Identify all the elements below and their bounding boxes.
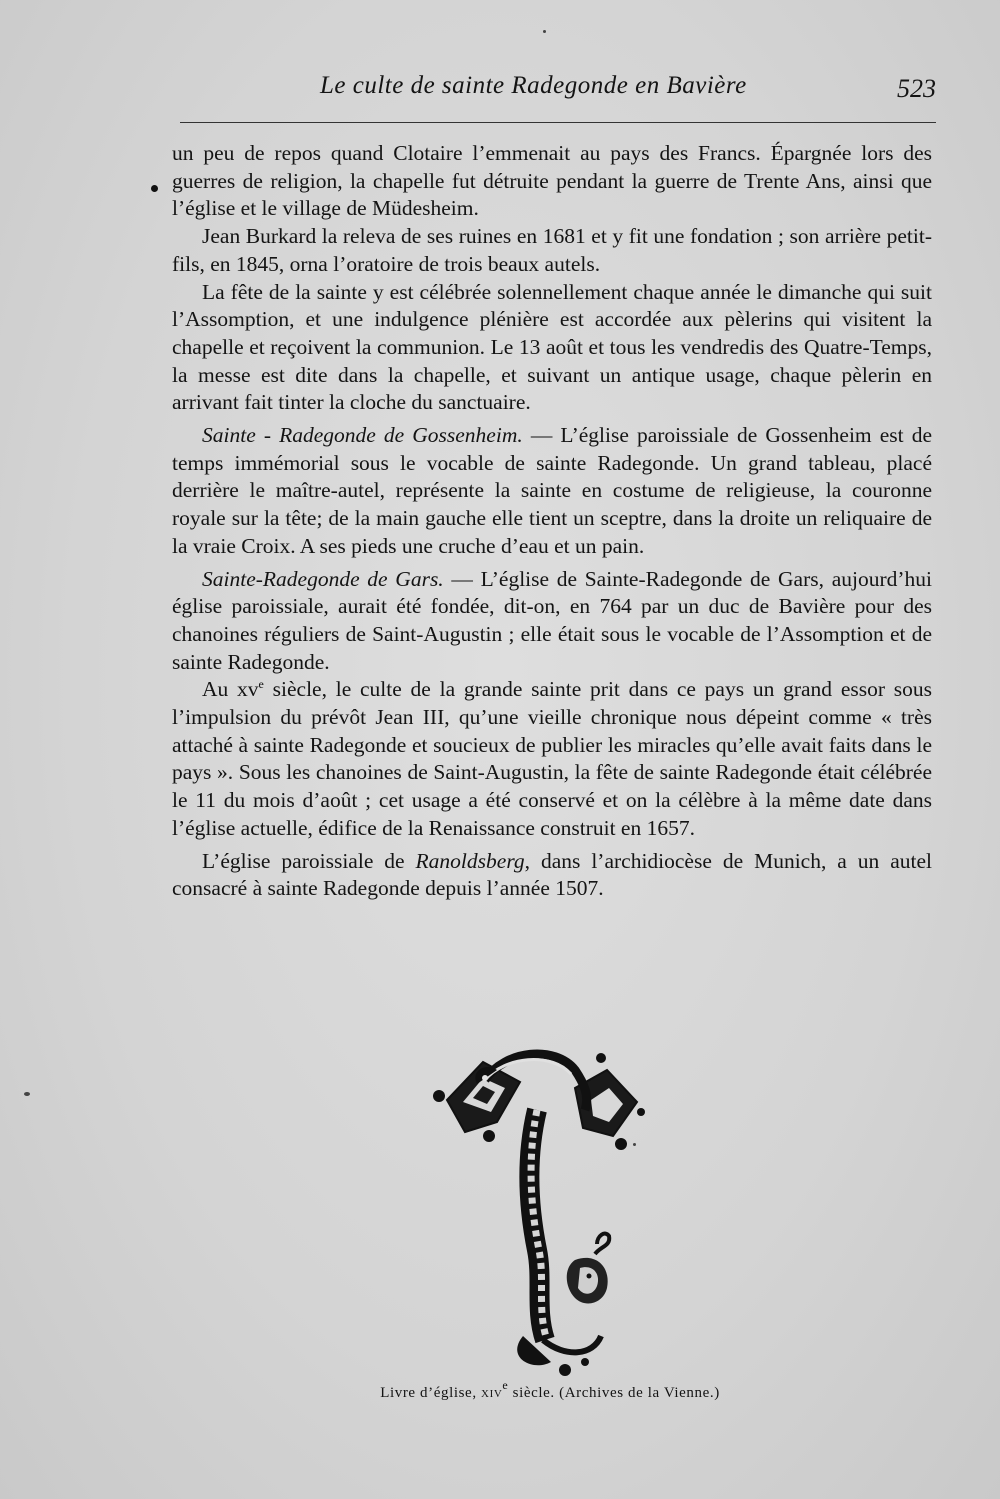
caption-superscript: e: [502, 1378, 509, 1392]
paragraph-text: — L’église paroissiale de Gossenheim est de temps immémorial sous le vocable de sainte Radegonde. Un grand tableau, placé derrière le maître-autel, représente la sainte en costume de religieuse, la couronne royale sur la tête; de la main gauche elle tient un sceptre, dans la droite un reliquaire de la vraie Croix. A ses pieds une cruche d’eau et un pain.: [172, 423, 933, 558]
superscript: e: [258, 677, 264, 692]
paragraph-text: Jean Burkard la releva de ses ruines en 1681 et y fit une fondation ; son arrière petit-fils, en 1845, orna l’oratoire de trois beaux autels.: [172, 224, 932, 276]
paragraph-text: , dans l’archidiocèse de Munich, a un autel consacré à sainte Radegonde depuis l’année 1507.: [172, 848, 932, 901]
caption-text: Livre d’église,: [380, 1385, 482, 1401]
paragraph-gars: [172, 566, 932, 677]
paragraph-text: La fête de la sainte y est célébrée solennellement chaque année le dimanche qui suit l’Assomption, et une indulgence plénière est accordée aux pèlerins qui visitent la chapelle et reçoivent la communion. Le 13 août et tous les vendredis des Quatre-Temps, la messe est dite dans la chapelle, et suivant un antique usage, chaque pèlerin en arrivant fait tinter la cloche du sanctuaire.: [172, 279, 932, 415]
paragraph-text: Au xv: [202, 677, 259, 702]
paragraph-2: [172, 223, 932, 278]
paragraph-3: [172, 279, 932, 418]
paragraph-text: — L’église de Sainte-Radegonde de Gars, aujourd’hui église paroissiale, aurait été fondée, dit-on, en 764 par un duc de Bavière pour des chanoines réguliers de Saint-Augustin ; elle était sous le vocable de l’Assomption et de sainte Radegonde.: [172, 566, 932, 674]
ornamental-letter-t-dragon-icon: [425, 1040, 655, 1380]
place-name: Ranoldsberg: [415, 848, 525, 873]
margin-dot: [151, 185, 158, 192]
paragraph-text: un peu de repos quand Clotaire l’emmenait au pays des Francs. Épargnée lors des guerres de religion, la chapelle fut détruite pendant la guerre de Trente Ans, ainsi que l’église et le village de Müdesheim.: [172, 141, 932, 221]
page-number: 523: [897, 74, 936, 103]
paragraph-1: [172, 140, 932, 223]
paragraph-text: siècle, le culte de la grande sainte prit dans ce pays un grand essor sous l’impulsion du prévôt Jean III, qu’une vieille chronique nous dépeint comme « très attaché à sainte Radegonde et soucieux de publier les miracles qu’elle avait faits dans le pays ». Sous les chanoines de Saint-Augustin, la fête de sainte Radegonde était célébrée le 11 du mois d’août ; cet usage a été conservé et on la célèbre à la même date dans l’église actuelle, édifice de la Renaissance construit en 1657.: [172, 677, 933, 840]
paragraph-xve-siecle: [172, 676, 932, 842]
header-rule: [180, 122, 936, 123]
body-text: [172, 140, 932, 903]
section-heading-gossenheim: Sainte - Radegonde de Gossenheim.: [202, 423, 523, 448]
running-title: Le culte de sainte Radegonde en Bavière: [320, 72, 747, 99]
paragraph-gossenheim: [172, 422, 932, 561]
paragraph-ranoldsberg: [172, 848, 932, 903]
running-header: [180, 72, 936, 112]
paper-speck: [543, 30, 546, 33]
figure-caption: [180, 1378, 920, 1402]
caption-text: siècle. (Archives de la Vienne.): [508, 1385, 720, 1401]
section-heading-gars: Sainte-Radegonde de Gars.: [202, 566, 444, 591]
paper-speck: [24, 1092, 30, 1096]
paragraph-text: L’église paroissiale de: [202, 848, 416, 873]
caption-century: xiv: [481, 1385, 503, 1401]
